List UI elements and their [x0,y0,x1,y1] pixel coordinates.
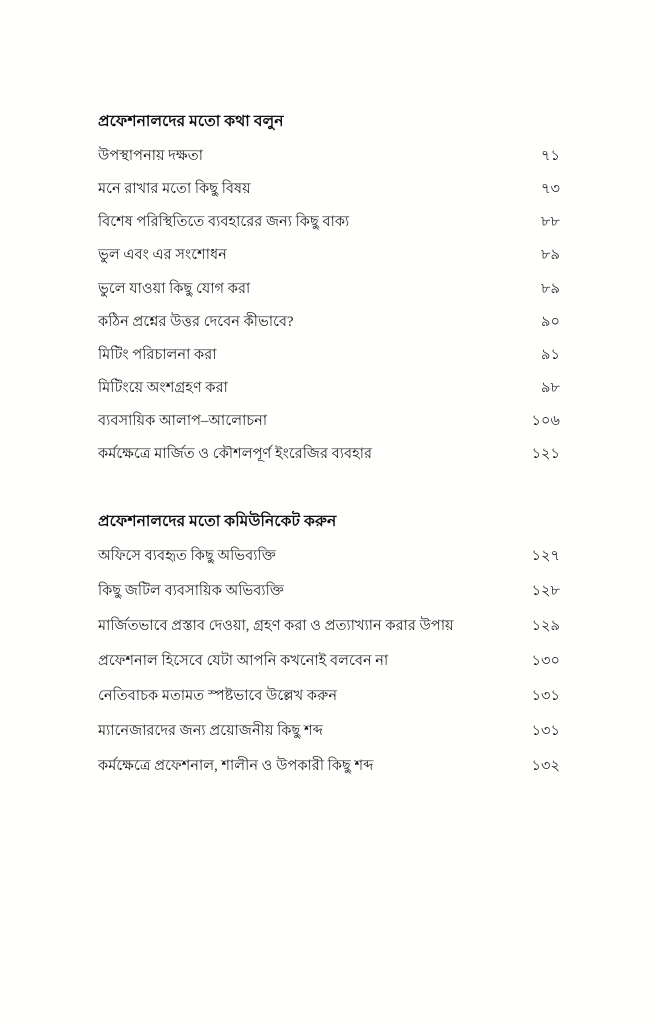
toc-entry[interactable] [98,379,560,398]
toc-entry-title: ব্যবসায়িক আলাপ–আলোচনা [98,413,268,430]
toc-entry[interactable] [98,652,560,671]
toc-entry[interactable] [98,687,560,706]
toc-entry-page: ১২৯ [531,618,560,635]
toc-entry-page: ৮৮ [541,214,560,231]
toc-entry[interactable] [98,412,560,431]
toc-entry-page: ৯৮ [541,380,560,397]
toc-entry-title: প্রফেশনাল হিসেবে যেটা আপনি কখনোই বলবেন না [98,653,389,670]
toc-entry-title: বিশেষ পরিস্থিতিতে ব্যবহারের জন্য কিছু বাক্য [98,214,350,231]
toc-entry-page: ৮৯ [541,280,560,297]
toc-entry[interactable] [98,180,560,199]
toc-entry-title: মার্জিতভাবে প্রস্তাব দেওয়া, গ্রহণ করা ও প্রত্যাখ্যান করার উপায় [98,618,454,635]
section-spacer [98,478,560,512]
toc-entry[interactable] [98,313,560,332]
toc-entry-page: ১২১ [531,446,560,463]
section-heading: প্রফেশনালদের মতো কমিউনিকেট করুন [98,513,337,531]
toc-entry-page: ৮৯ [541,247,560,264]
toc-entry-title: মিটিং পরিচালনা করা [98,346,217,363]
toc-entry[interactable] [98,280,560,299]
toc-list-2 [98,547,560,776]
toc-entry-title: কর্মক্ষেত্রে মার্জিত ও কৌশলপূর্ণ ইংরেজির ব্যবহার [98,446,373,463]
toc-entry[interactable] [98,757,560,776]
toc-entry[interactable] [98,445,560,464]
toc-entry-page: ১৩০ [531,653,560,670]
toc-entry-title: ম্যানেজারদের জন্য প্রয়োজনীয় কিছু শব্দ [98,723,323,740]
toc-entry[interactable] [98,346,560,365]
section-heading: প্রফেশনালদের মতো কথা বলুন [98,113,284,130]
toc-entry-page: ১২৭ [531,548,560,565]
toc-entry[interactable] [98,547,560,566]
toc-entry-title: অফিসে ব্যবহৃত কিছু অভিব্যক্তি [98,548,276,565]
toc-entry-title: মিটিংয়ে অংশগ্রহণ করা [98,380,228,397]
toc-section-1 [98,112,560,464]
table-of-contents [98,112,560,792]
toc-entry[interactable] [98,617,560,636]
toc-entry[interactable] [98,582,560,601]
toc-entry-page: ৭১ [541,147,560,164]
toc-entry-page: ১৩১ [531,723,560,740]
toc-entry-page: ১৩২ [531,758,560,775]
toc-entry-title: কঠিন প্রশ্নের উত্তর দেবেন কীভাবে? [98,313,294,330]
toc-entry-page: ১২৮ [531,583,560,600]
toc-entry-title: নেতিবাচক মতামত স্পষ্টভাবে উল্লেখ করুন [98,688,338,705]
toc-entry-page: ৯০ [541,313,560,330]
toc-entry-title: কর্মক্ষেত্রে প্রফেশনাল, শালীন ও উপকারী কিছু শব্দ [98,758,374,775]
toc-entry[interactable] [98,722,560,741]
toc-section-2 [98,512,560,776]
toc-entry-title: মনে রাখার মতো কিছু বিষয় [98,181,251,198]
toc-entry[interactable] [98,246,560,265]
toc-entry-page: ৯১ [541,346,560,363]
toc-entry-title: উপস্থাপনায় দক্ষতা [98,147,203,164]
toc-entry-page: ১৩১ [531,688,560,705]
toc-entry-title: ভুলে যাওয়া কিছু যোগ করা [98,280,251,297]
toc-entry[interactable] [98,147,560,166]
toc-entry-page: ১০৬ [531,413,560,430]
toc-list-1 [98,147,560,464]
toc-entry-title: কিছু জটিল ব্যবসায়িক অভিব্যক্তি [98,583,284,600]
toc-entry[interactable] [98,213,560,232]
toc-entry-page: ৭৩ [541,181,560,198]
toc-entry-title: ভুল এবং এর সংশোধন [98,247,227,264]
